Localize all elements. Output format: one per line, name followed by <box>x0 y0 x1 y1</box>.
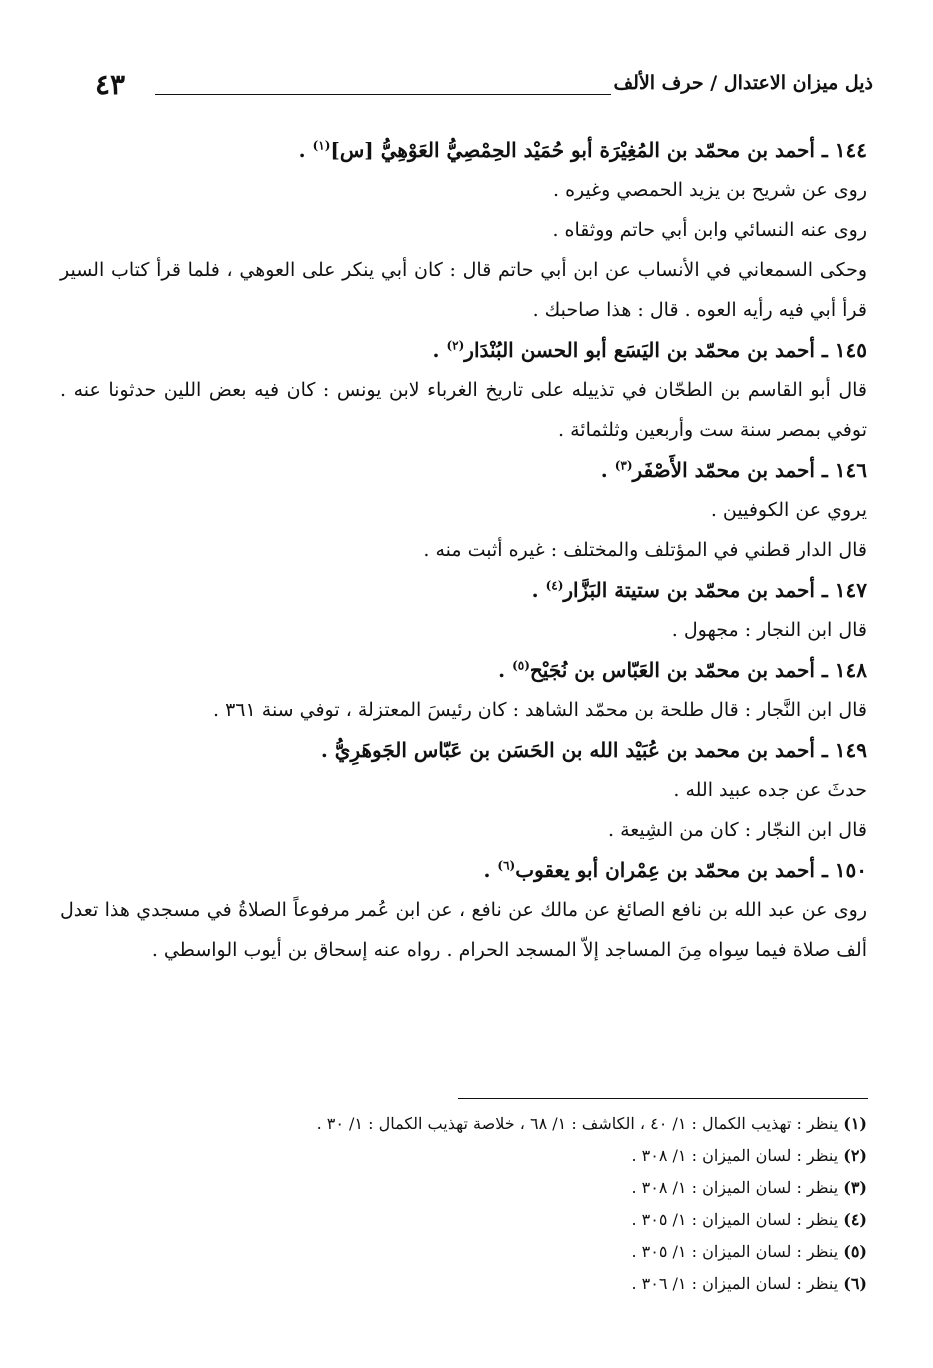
entry-paragraph: روى عنه النسائي وابن أبي حاتم ووثقاه . <box>552 219 867 241</box>
footnote-ref[interactable]: (٥) <box>512 658 530 673</box>
entry-paragraph: يروي عن الكوفيين . <box>710 499 867 521</box>
page-number: ٤٣ <box>95 68 126 101</box>
entry-paragraph: قال ابن النجار : مجهول . <box>671 619 867 641</box>
footnote: (١) ينظر : تهذيب الكمال : ١/ ٤٠ ، الكاشف : ١/ ٦٨ ، خلاصة تهذيب الكمال : ١/ ٣٠ . <box>316 1114 867 1133</box>
entry-heading: ١٥٠ ـ أحمد بن محمّد بن عِمْران أبو يعقوب$^{(٦)}$ . <box>483 858 867 882</box>
footnote: (٢) ينظر : لسان الميزان : ١/ ٣٠٨ . <box>631 1146 867 1165</box>
footnote: (٦) ينظر : لسان الميزان : ١/ ٣٠٦ . <box>631 1274 867 1293</box>
entry-paragraph: قال ابن النجّار : كان من الشِيعة . <box>608 819 867 841</box>
header-rule <box>155 94 611 95</box>
entry-heading: ١٤٨ ـ أحمد بن محمّد بن العَبّاس بن نُجَيْح$^{(٥)}$ . <box>498 658 867 682</box>
entry-heading: ١٤٧ ـ أحمد بن محمّد بن ستيتة البَزَّار$^{(٤)}$ . <box>531 578 867 602</box>
footnote-ref[interactable]: (١) <box>312 138 331 153</box>
entry-paragraph: قال أبو القاسم بن الطحّان في تذييله على تاريخ الغرباء لابن يونس : كان فيه بعض اللين حدثونا عنه . توفي بمصر سنة ست وأربعين وثلثمائة . <box>60 379 867 441</box>
footnote: (٤) ينظر : لسان الميزان : ١/ ٣٠٥ . <box>631 1210 867 1229</box>
footnote-ref[interactable]: (٢) <box>446 338 465 353</box>
entry-paragraph: قال الدار قطني في المؤتلف والمختلف : غيره أثبت منه . <box>423 539 867 561</box>
footnote: (٥) ينظر : لسان الميزان : ١/ ٣٠٥ . <box>631 1242 867 1261</box>
footnotes <box>60 1108 867 1300</box>
entry-paragraph: روى عن عبد الله بن نافع الصائغ عن مالك عن نافع ، عن ابن عُمر مرفوعاً الصلاةُ في مسجدي هذا تعدل ألف صلاة فيما سِواه مِنَ المساجد إلاّ المسجد الحرام . رواه عنه إسحاق بن أيوب الواسطي . <box>60 899 867 961</box>
entry-paragraph: وحكى السمعاني في الأنساب عن ابن أبي حاتم قال : كان أبي ينكر على العوهي ، فلما قرأ كتاب السير قرأ أبي فيه رأيه العوه . قال : هذا صاحبك . <box>60 259 867 321</box>
footnote-ref[interactable]: (٦) <box>497 858 516 873</box>
entry-heading: ١٤٩ ـ أحمد بن محمد بن عُبَيْد الله بن الحَسَن بن عَبّاس الجَوهَرِيُّ . <box>320 738 867 762</box>
entry-heading: ١٤٥ ـ أحمد بن محمّد بن اليَسَع أبو الحسن البُنْدَار$^{(٢)}$ . <box>432 338 867 362</box>
entry-heading: ١٤٤ ـ أحمد بن محمّد بن المُغِيْرَة أبو حُمَيْد الحِمْصِيُّ العَوْهِيُّ [س]$^{(١)}$ . <box>298 138 867 162</box>
page-body <box>60 130 873 970</box>
entry-paragraph: حدثَ عن جده عبيد الله . <box>673 779 867 801</box>
footnote-ref[interactable]: (٤) <box>545 578 564 593</box>
page-header <box>95 70 873 104</box>
footnote-separator <box>458 1098 868 1099</box>
entry-paragraph: روى عن شريح بن يزيد الحمصي وغيره . <box>553 179 867 201</box>
entry-paragraph: قال ابن النَّجار : قال طلحة بن محمّد الشاهد : كان رئيسَ المعتزلة ، توفي سنة ٣٦١ . <box>213 699 867 721</box>
footnote: (٣) ينظر : لسان الميزان : ١/ ٣٠٨ . <box>631 1178 867 1197</box>
running-title: ذيل ميزان الاعتدال / حرف الألف <box>613 72 873 94</box>
footnote-ref[interactable]: (٣) <box>614 458 633 473</box>
entry-heading: ١٤٦ ـ أحمد بن محمّد الأَصْفَر$^{(٣)}$ . <box>600 458 867 482</box>
